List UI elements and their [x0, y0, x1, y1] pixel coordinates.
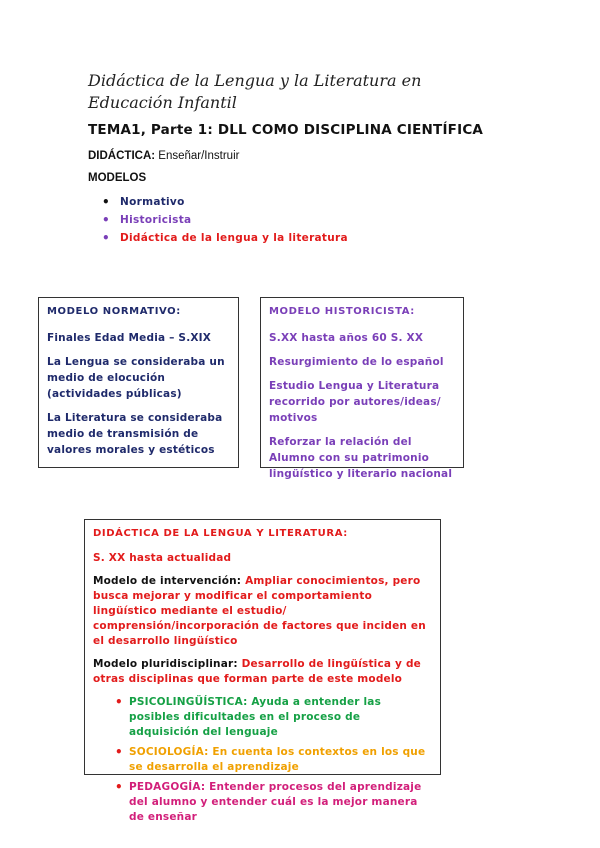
list-item — [100, 229, 348, 247]
document-title: Didáctica de la Lengua y la Literatura en Educación Infantil — [88, 71, 422, 112]
disciplines-list — [93, 695, 432, 825]
period-line: S. XX hasta actualidad — [93, 552, 232, 564]
pluri-paragraph — [93, 657, 432, 687]
didactica-label: DIDÁCTICA: — [88, 150, 156, 162]
list-item — [93, 745, 432, 775]
list-item — [93, 780, 432, 825]
box-line: Finales Edad Media – S.XIX — [47, 332, 212, 344]
box-header: MODELO HISTORICISTA: — [269, 306, 415, 317]
list-item — [100, 193, 348, 211]
document-subtitle: TEMA1, Parte 1: DLL COMO DISCIPLINA CIENTÍFICA — [88, 122, 484, 138]
discipline-text: PEDAGOGÍA: Entender procesos del aprendizaje del alumno y entender cuál es la mejor manera de enseñar — [129, 781, 422, 823]
intervencion-text: Ampliar conocimientos, pero busca mejorar y modificar el comportamiento lingüístico mediante el estudio/ comprensión/incorporación de factores que inciden en el desarrollo lingüístico — [93, 575, 426, 647]
pluri-text: Desarrollo de lingüística y de otras disciplinas que forman parte de este modelo — [93, 658, 421, 685]
model-label: Historicista — [120, 214, 192, 226]
didactica-lengua-box — [84, 519, 441, 823]
intervencion-paragraph — [93, 574, 432, 649]
modelo-normativo-box — [38, 297, 239, 468]
models-list — [100, 193, 348, 247]
discipline-text: PSICOLINGÜÍSTICA: Ayuda a entender las posibles dificultades en el proceso de adquisición del lenguaje — [129, 696, 382, 738]
box-header: DIDÁCTICA DE LA LENGUA Y LITERATURA: — [93, 528, 348, 539]
box-line: La Lengua se consideraba un medio de elocución (actividades públicas) — [47, 356, 225, 400]
model-label: Didáctica de la lengua y la literatura — [120, 232, 348, 244]
modelo-historicista-box — [260, 297, 464, 480]
modelos-heading: MODELOS — [88, 172, 147, 184]
bullet-icon: • — [115, 745, 123, 759]
didactica-value: Enseñar/Instruir — [155, 150, 240, 162]
bullet-icon: • — [115, 780, 123, 794]
bullet-icon: • — [102, 195, 110, 209]
box-line: S.XX hasta años 60 S. XX — [269, 332, 424, 344]
box-header: MODELO NORMATIVO: — [47, 306, 181, 317]
intervencion-label: Modelo de intervención: — [93, 575, 246, 587]
box-line: La Literatura se consideraba medio de transmisión de valores morales y estéticos — [47, 412, 223, 456]
bullet-icon: • — [102, 231, 110, 245]
box-line: Resurgimiento de lo español — [269, 356, 444, 368]
bullet-icon: • — [102, 213, 110, 227]
model-label: Normativo — [120, 196, 185, 208]
bullet-icon: • — [115, 695, 123, 709]
list-item — [100, 211, 348, 229]
pluri-label: Modelo pluridisciplinar: — [93, 658, 242, 670]
didactica-definition — [88, 150, 239, 162]
box-line: Estudio Lengua y Literatura recorrido por autores/ideas/ motivos — [269, 380, 441, 424]
box-line: Reforzar la relación del Alumno con su patrimonio lingüístico y literario nacional — [269, 436, 453, 480]
discipline-text: SOCIOLOGÍA: En cuenta los contextos en los que se desarrolla el aprendizaje — [129, 746, 426, 773]
list-item — [93, 695, 432, 740]
